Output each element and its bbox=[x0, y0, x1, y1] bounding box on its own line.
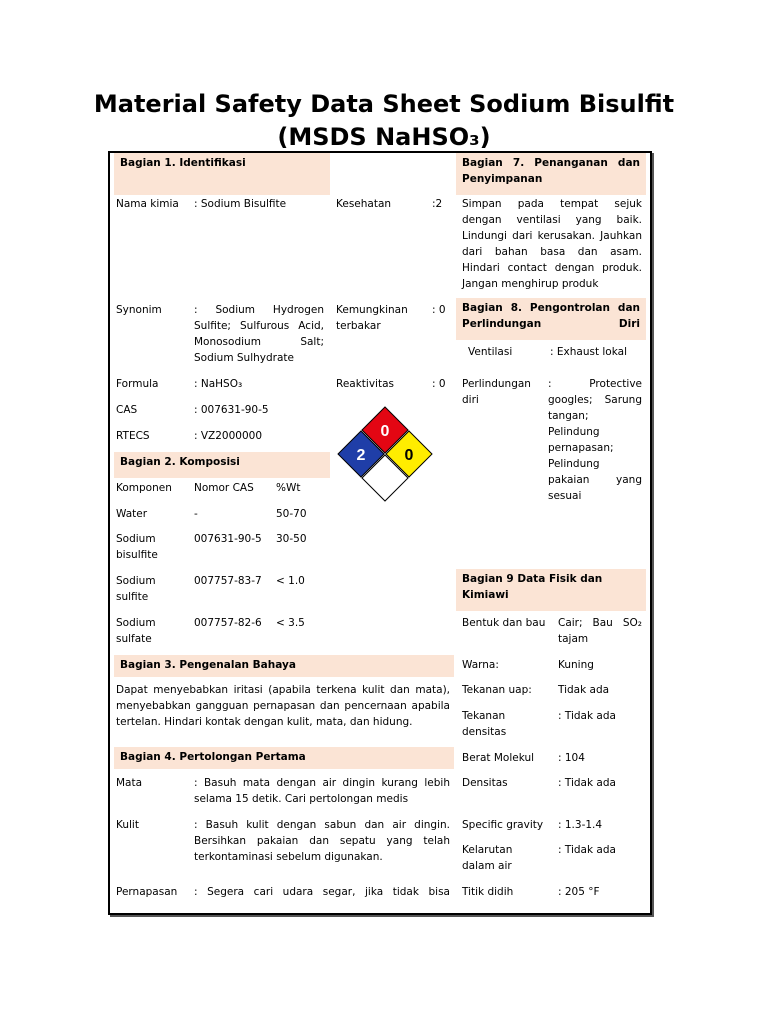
formula-label: Formula bbox=[116, 378, 159, 390]
section4-header: Bagian 4. Pertolongan Pertama bbox=[114, 747, 454, 769]
msds-sheet bbox=[108, 151, 652, 915]
nama-kimia-value: : Sodium Bisulfite bbox=[194, 198, 287, 210]
nfpa-flammability: 0 bbox=[380, 423, 390, 440]
section3-text: Dapat menyebabkan iritasi (apabila terkena kulit dan mata), menyebabkan gangguan pernapasan dan pencernaan apabila tertelan. Hindari kontak dengan kulit, mata, dan hidung. bbox=[116, 684, 450, 728]
fisik-value: : 205 °F bbox=[558, 886, 600, 898]
komposisi-komponen: Water bbox=[116, 508, 148, 520]
kulit-value: : Basuh kulit dengan sabun dan air dingin. Bersihkan pakaian dan sepatu yang telah terkontaminasi sebelum digunakan. bbox=[194, 819, 450, 863]
fisik-value: : Tidak ada bbox=[558, 844, 616, 856]
fisik-label: Densitas bbox=[462, 777, 508, 789]
nama-kimia-label: Nama kimia bbox=[116, 198, 179, 210]
fisik-label: Titik didih bbox=[462, 886, 514, 898]
reaktivitas-value: : 0 bbox=[432, 378, 446, 390]
mata-value: : Basuh mata dengan air dingin kurang lebih selama 15 detik. Cari pertolongan medis bbox=[194, 777, 450, 805]
fisik-label: Kelarutan dalam air bbox=[462, 844, 513, 872]
nfpa-reactivity: 0 bbox=[404, 447, 414, 464]
fisik-value: : 104 bbox=[558, 752, 585, 764]
komposisi-wt: < 3.5 bbox=[276, 617, 305, 629]
ventilasi-value: : Exhaust lokal bbox=[550, 346, 627, 358]
fisik-label: Berat Molekul bbox=[462, 752, 535, 764]
kulit-label: Kulit bbox=[116, 819, 139, 831]
fisik-value: Cair; Bau SO₂ tajam bbox=[558, 617, 642, 645]
komposisi-komponen: Sodium bisulfite bbox=[116, 533, 158, 561]
fisik-label: Bentuk dan bau bbox=[462, 617, 546, 629]
nfpa-diamond-icon bbox=[332, 405, 438, 503]
document-title-line1: Material Safety Data Sheet Sodium Bisulfit bbox=[93, 90, 675, 118]
fisik-value: Kuning bbox=[558, 659, 594, 671]
fisik-label: Tekanan uap: bbox=[462, 684, 532, 696]
pernapasan-label: Pernapasan bbox=[116, 886, 178, 898]
document-title-line2: (MSDS NaHSO₃) bbox=[277, 123, 491, 151]
fisik-value: : Tidak ada bbox=[558, 777, 616, 789]
section8-header: Bagian 8. Pengontrolan dan Perlindungan Diri bbox=[456, 298, 646, 340]
fisik-value: Tidak ada bbox=[558, 684, 610, 696]
kesehatan-value: :2 bbox=[432, 198, 443, 210]
fisik-value: : Tidak ada bbox=[558, 710, 616, 722]
nfpa-health: 2 bbox=[356, 447, 366, 464]
kemungkinan-label: Kemungkinan terbakar bbox=[336, 304, 408, 332]
col-nomor-cas: Nomor CAS bbox=[194, 482, 254, 494]
komposisi-cas: 007757-83-7 bbox=[194, 575, 262, 587]
fisik-label: Warna: bbox=[462, 659, 499, 671]
section7-header: Bagian 7. Penanganan dan Penyimpanan bbox=[456, 153, 646, 195]
komposisi-cas: 007631-90-5 bbox=[194, 533, 262, 545]
perlindungan-label: Perlindungan diri bbox=[462, 378, 531, 406]
section1-header: Bagian 1. Identifikasi bbox=[114, 153, 330, 195]
komposisi-komponen: Sodium sulfate bbox=[116, 617, 156, 645]
section3-header: Bagian 3. Pengenalan Bahaya bbox=[114, 655, 454, 677]
perlindungan-value: : Protective googles; Sarung tangan; Pelindung pernapasan; Pelindung pakaian yang sesuai bbox=[548, 378, 642, 502]
synonym-label: Synonim bbox=[116, 304, 162, 316]
komposisi-wt: 30-50 bbox=[276, 533, 307, 545]
rtecs-label: RTECS bbox=[116, 430, 150, 442]
komposisi-wt: 50-70 bbox=[276, 508, 307, 520]
col-wt: %Wt bbox=[276, 482, 301, 494]
section9-header: Bagian 9 Data Fisik dan Kimiawi bbox=[456, 569, 646, 611]
komposisi-wt: < 1.0 bbox=[276, 575, 305, 587]
reaktivitas-label: Reaktivitas bbox=[336, 378, 394, 390]
komposisi-komponen: Sodium sulfite bbox=[116, 575, 156, 603]
section7-text: Simpan pada tempat sejuk dengan ventilasi yang baik. Lindungi dari kerusakan. Jauhkan dari bahan basa dan asam. Hindari contact dengan produk. Jangan menghirup produk bbox=[462, 198, 642, 290]
mata-label: Mata bbox=[116, 777, 143, 789]
col-komponen: Komponen bbox=[116, 482, 172, 494]
rtecs-value: : VZ2000000 bbox=[194, 430, 263, 442]
fisik-label: Specific gravity bbox=[462, 819, 544, 831]
kesehatan-label: Kesehatan bbox=[336, 198, 392, 210]
kemungkinan-value: : 0 bbox=[432, 304, 446, 316]
pernapasan-value: : Segera cari udara segar, jika tidak bisa bbox=[194, 886, 450, 898]
cas-value: : 007631-90-5 bbox=[194, 404, 269, 416]
komposisi-cas: - bbox=[194, 508, 198, 520]
komposisi-cas: 007757-82-6 bbox=[194, 617, 262, 629]
cas-label: CAS bbox=[116, 404, 138, 416]
formula-value: : NaHSO₃ bbox=[194, 378, 243, 390]
synonym-value: : Sodium Hydrogen Sulfite; Sulfurous Acid, Monosodium Salt; Sodium Sulhydrate bbox=[194, 304, 324, 364]
fisik-value: : 1.3-1.4 bbox=[558, 819, 603, 831]
fisik-label: Tekanan densitas bbox=[462, 710, 507, 738]
section2-header: Bagian 2. Komposisi bbox=[114, 452, 330, 478]
ventilasi-label: Ventilasi bbox=[468, 346, 513, 358]
